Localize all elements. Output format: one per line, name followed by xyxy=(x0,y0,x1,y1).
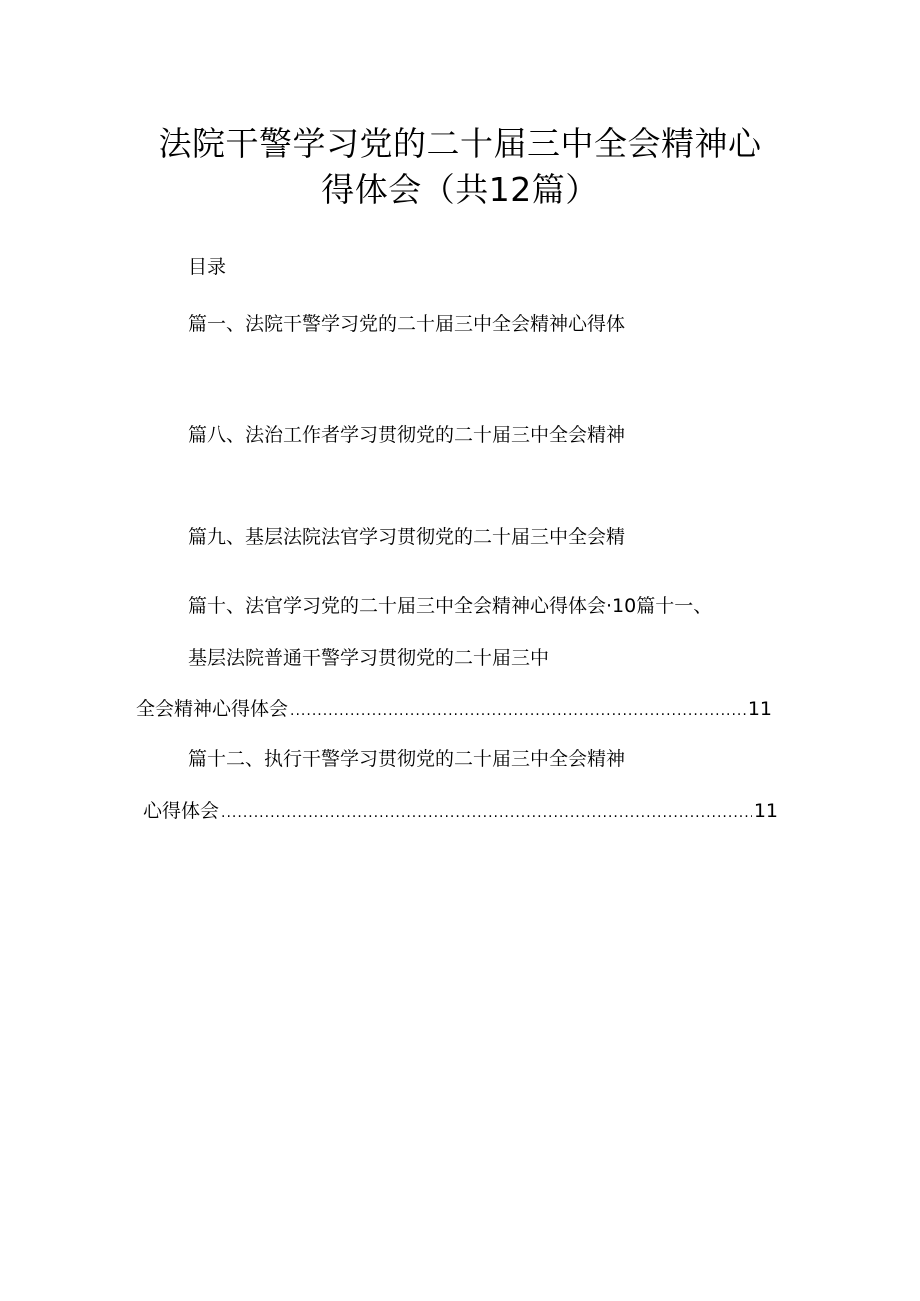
toc-entry-12-page: 11 xyxy=(753,800,778,822)
document-title-line1: 法院干警学习党的二十届三中全会精神心 xyxy=(158,124,762,163)
toc-entry-12-line1[interactable]: 篇十二、执行干警学习贯彻党的二十届三中全会精神 xyxy=(188,748,626,770)
toc-entry-12-text: 心得体会 xyxy=(143,800,220,822)
toc-entry-9[interactable]: 篇九、基层法院法官学习贯彻党的二十届三中全会精 xyxy=(188,526,626,548)
toc-entry-12-line2[interactable] xyxy=(143,798,778,826)
toc-entry-10[interactable]: 篇十、法官学习党的二十届三中全会精神心得体会·10篇十一、 xyxy=(188,595,713,617)
toc-entry-11-page: 11 xyxy=(747,698,772,720)
dot-leader xyxy=(290,698,746,724)
toc-entry-11-text: 全会精神心得体会 xyxy=(136,698,289,720)
toc-entry-1[interactable]: 篇一、法院干警学习党的二十届三中全会精神心得体 xyxy=(188,313,626,335)
toc-entry-8[interactable]: 篇八、法治工作者学习贯彻党的二十届三中全会精神 xyxy=(188,424,626,446)
document-title-line2: 得体会（共12篇） xyxy=(321,170,599,209)
toc-heading: 目录 xyxy=(188,256,227,278)
toc-entry-11-line2[interactable] xyxy=(136,696,772,724)
toc-entry-11-line1[interactable]: 基层法院普通干警学习贯彻党的二十届三中 xyxy=(188,647,550,669)
dot-leader xyxy=(221,800,752,826)
